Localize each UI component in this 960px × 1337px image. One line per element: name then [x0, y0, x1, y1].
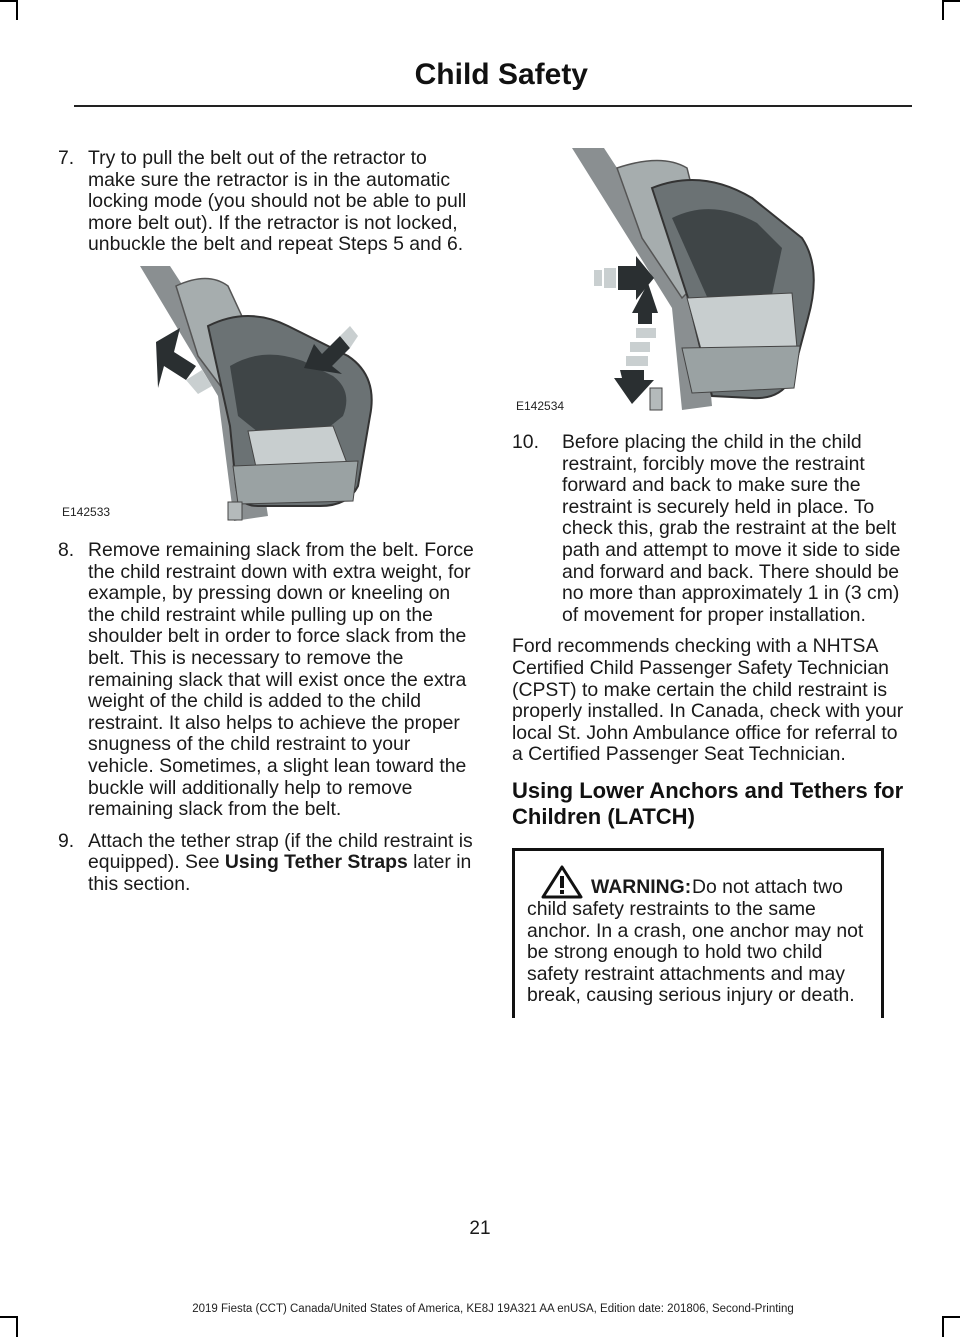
figure-child-seat-movement [512, 148, 912, 420]
step-number: 10. [512, 431, 539, 453]
step-number: 7. [58, 147, 75, 169]
crop-mark [942, 0, 944, 20]
figure-child-seat-slack [58, 266, 458, 526]
warning-box [512, 848, 884, 1018]
step-text: Try to pull the belt out of the retractor to make sure the retractor is in the automatic locking mode (you should not be able to pull more belt out). If the retractor is not locked, unbuckle the belt and repeat Steps 5 and 6. [88, 147, 467, 256]
left-column [58, 148, 478, 905]
warning-label: WARNING: [591, 876, 692, 899]
step-9 [58, 831, 478, 896]
crop-mark [16, 1316, 18, 1337]
step-text [88, 831, 478, 896]
step-text: Remove remaining slack from the belt. Force the child restraint down with extra weight, for example, by pressing down or kneeling on the child restraint while pulling up on the shoulder belt in order to force slack from the belt. This is necessary to remove the remaining slack that will exist once the extra weight of the child is added to the child restraint. It also helps to achieve the proper snugness of the child restraint to your vehicle. Sometimes, a slight lean toward the buckle will additionally help to remove remaining slack from the belt. [88, 538, 474, 821]
page-title: Child Safety [414, 58, 588, 91]
page-number: 21 [469, 1218, 491, 1239]
figure-label: E142534 [516, 399, 565, 414]
child-seat-illustration [512, 148, 912, 420]
step-number: 9. [58, 829, 75, 852]
step-text-part: Attach the tether strap (if the child restraint is equipped). See [88, 829, 473, 874]
header-divider [74, 105, 912, 107]
child-seat-illustration [58, 266, 458, 526]
step-7 [58, 148, 478, 256]
crop-mark [16, 0, 18, 20]
figure-label: E142533 [62, 505, 111, 520]
footer-text: 2019 Fiesta (CCT) Canada/United States of America, KE8J 19A321 AA enUSA, Edition date: 201806, Second-Printing [192, 1303, 794, 1315]
right-column [512, 148, 912, 1018]
arrow-up-down-icon [614, 283, 658, 404]
warning-text: Do not attach two child safety restraints to the same anchor. In a crash, one anchor may not be strong enough to hold two child safety restraint attachments and may break, causing serious injury or death. [527, 876, 864, 1007]
step-text: Before placing the child in the child restraint, forcibly move the restraint forward and back to make sure the restraint is securely held in place. To check this, grab the restraint at the belt path and attempt to move it side to side and forward and back. There should be no more than approximately 1 in (3 cm) of movement for proper installation. [562, 431, 901, 626]
step-8 [58, 540, 478, 821]
body-paragraph: Ford recommends checking with a NHTSA Certified Child Passenger Safety Technician (CPST) to make certain the child restraint is properly installed. In Canada, check with your local St. John Ambulance office for referral to a Certified Passenger Seat Technician. [512, 635, 904, 766]
crop-mark [942, 0, 960, 2]
step-10 [512, 432, 912, 626]
cross-reference-link[interactable]: Using Tether Straps [224, 851, 408, 874]
step-number: 8. [58, 538, 75, 561]
step-text-part: later in this section. [88, 851, 472, 895]
warning-triangle-icon [541, 865, 583, 899]
crop-mark [942, 1316, 944, 1337]
section-heading: Using Lower Anchors and Tethers for Children (LATCH) [512, 777, 904, 829]
crop-mark [942, 1316, 960, 1318]
